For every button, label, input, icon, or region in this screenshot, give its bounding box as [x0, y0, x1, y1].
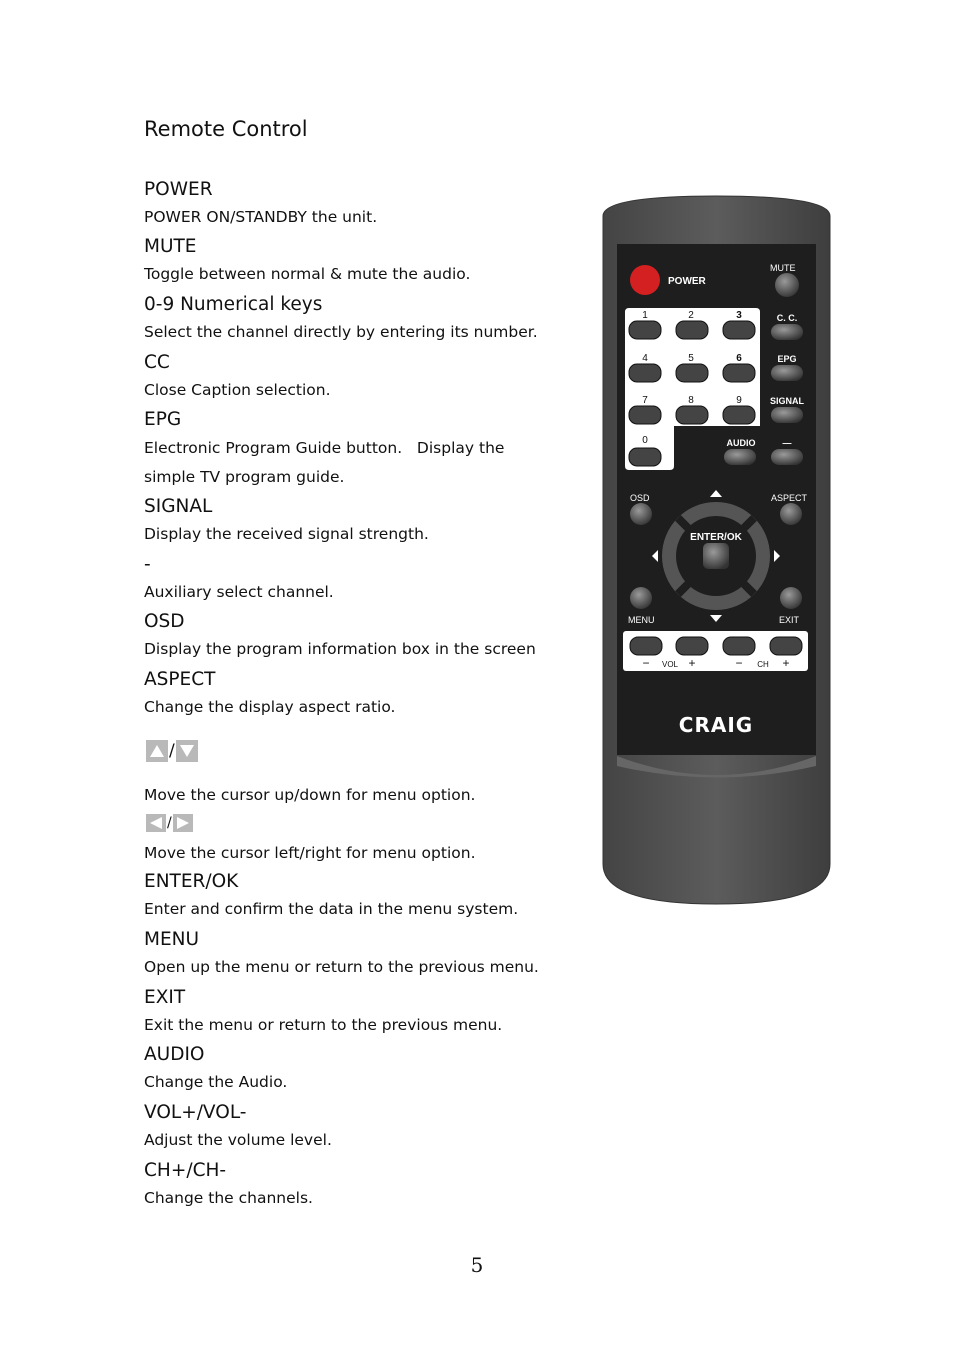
entry-epg	[144, 409, 544, 492]
entry-desc: Display the program information box in the screen	[144, 640, 536, 658]
epg-label: EPG	[777, 354, 797, 364]
entry-heading: POWER	[144, 179, 213, 200]
entry-heading: MUTE	[144, 236, 197, 257]
page-number: 5	[470, 1253, 484, 1277]
audio-button	[724, 449, 756, 465]
arrow-slash: /	[167, 815, 172, 831]
epg-button	[771, 365, 803, 381]
svg-text:8: 8	[688, 395, 694, 406]
digit-4-button	[629, 364, 661, 382]
entry-mute	[144, 236, 574, 285]
entry-up-down	[144, 784, 574, 806]
entry-desc: Move the cursor up/down for menu option.	[144, 786, 476, 804]
entry-heading: EPG	[144, 409, 182, 430]
audio-label: AUDIO	[726, 438, 756, 448]
cc-label: C. C.	[776, 313, 798, 323]
ch-plus-button	[770, 637, 802, 655]
entry-heading: MENU	[144, 929, 200, 950]
digit-9-button	[723, 406, 755, 424]
right-arrow-icon	[173, 814, 193, 832]
svg-text:5: 5	[688, 353, 694, 364]
left-right-arrows	[146, 814, 193, 832]
entry-desc: Exit the menu or return to the previous menu.	[144, 1016, 503, 1034]
vol-plus-button	[676, 637, 708, 655]
signal-button	[771, 407, 803, 423]
digit-6-button	[723, 364, 755, 382]
digit-5-button	[676, 364, 708, 382]
entry-heading: CH+/CH-	[144, 1160, 227, 1181]
down-arrow-icon	[176, 740, 198, 762]
entry-cc	[144, 352, 574, 401]
digit-8-button	[676, 406, 708, 424]
entry-numerical-keys	[144, 294, 584, 343]
entry-heading: CC	[144, 352, 170, 373]
aspect-label: ASPECT	[771, 493, 808, 503]
remote-control-illustration	[600, 194, 834, 908]
entry-heading: AUDIO	[144, 1044, 205, 1065]
entry-vol	[144, 1102, 574, 1151]
ch-minus-button	[723, 637, 755, 655]
exit-label: EXIT	[779, 615, 800, 625]
power-button	[630, 265, 660, 295]
entry-desc: Move the cursor left/right for menu option.	[144, 844, 476, 862]
digit-3-button	[723, 321, 755, 339]
svg-text:7: 7	[642, 395, 648, 406]
entry-desc: Display the received signal strength.	[144, 525, 429, 543]
dash-button	[771, 449, 803, 465]
entry-exit	[144, 987, 574, 1036]
aspect-button	[780, 503, 802, 525]
enter-ok-button	[703, 543, 729, 569]
svg-text:−: −	[642, 656, 650, 670]
entry-heading: OSD	[144, 611, 185, 632]
page-title: Remote Control	[144, 117, 308, 141]
entry-desc: Enter and confirm the data in the menu system.	[144, 900, 519, 918]
vol-label: VOL	[661, 660, 679, 669]
entry-desc: Adjust the volume level.	[144, 1131, 332, 1149]
entry-enter-ok	[144, 871, 574, 920]
dash-label: —	[782, 438, 792, 448]
entry-desc: Toggle between normal & mute the audio.	[144, 265, 471, 283]
left-arrow-icon	[146, 814, 166, 832]
entry-aspect	[144, 669, 574, 718]
svg-text:+: +	[782, 656, 790, 670]
svg-text:9: 9	[736, 395, 742, 406]
entry-heading: SIGNAL	[144, 496, 213, 517]
entry-osd	[144, 611, 584, 660]
menu-label: MENU	[628, 615, 655, 625]
svg-text:2: 2	[688, 310, 694, 321]
osd-label: OSD	[630, 493, 650, 503]
entry-desc: Change the Audio.	[144, 1073, 288, 1091]
entry-audio	[144, 1044, 574, 1093]
entry-ch	[144, 1160, 574, 1209]
enter-ok-label: ENTER/OK	[690, 532, 742, 543]
osd-button	[630, 503, 652, 525]
entry-dash	[144, 554, 574, 603]
entry-heading: 0-9 Numerical keys	[144, 294, 323, 315]
mute-label: MUTE	[770, 263, 796, 273]
entry-power	[144, 179, 574, 228]
up-down-arrows	[146, 740, 198, 762]
mute-button	[775, 273, 799, 297]
entry-heading: -	[144, 554, 151, 575]
brand-logo: CRAIG	[678, 713, 754, 737]
entry-desc: Select the channel directly by entering its number.	[144, 323, 538, 341]
signal-label: SIGNAL	[769, 396, 805, 406]
entry-heading: ENTER/OK	[144, 871, 239, 892]
svg-text:0: 0	[642, 435, 648, 446]
digit-0-button	[629, 448, 661, 466]
vol-minus-button	[630, 637, 662, 655]
up-arrow-icon	[146, 740, 168, 762]
entry-heading: EXIT	[144, 987, 186, 1008]
svg-text:−: −	[735, 656, 743, 670]
menu-button	[630, 587, 652, 609]
svg-text:3: 3	[736, 310, 742, 321]
entry-heading: ASPECT	[144, 669, 216, 690]
power-label: POWER	[668, 276, 706, 287]
entry-signal	[144, 496, 574, 545]
cc-button	[771, 324, 803, 340]
digit-1-button	[629, 321, 661, 339]
digit-2-button	[676, 321, 708, 339]
entry-left-right	[144, 842, 574, 864]
entry-menu	[144, 929, 584, 978]
svg-text:6: 6	[736, 353, 742, 364]
svg-text:+: +	[688, 656, 696, 670]
entry-desc: Close Caption selection.	[144, 381, 331, 399]
entry-heading: VOL+/VOL-	[144, 1102, 247, 1123]
entry-desc: Change the channels.	[144, 1189, 313, 1207]
digit-7-button	[629, 406, 661, 424]
svg-text:4: 4	[642, 353, 648, 364]
entry-desc: Auxiliary select channel.	[144, 583, 334, 601]
entry-desc: POWER ON/STANDBY the unit.	[144, 208, 378, 226]
svg-text:1: 1	[642, 310, 648, 321]
ch-label: CH	[757, 660, 769, 669]
entry-desc: Open up the menu or return to the previous menu.	[144, 958, 539, 976]
entry-desc: Change the display aspect ratio.	[144, 698, 396, 716]
exit-button	[780, 587, 802, 609]
arrow-slash: /	[169, 741, 175, 761]
entry-desc: Electronic Program Guide button. Display the simple TV program guide.	[144, 439, 510, 486]
